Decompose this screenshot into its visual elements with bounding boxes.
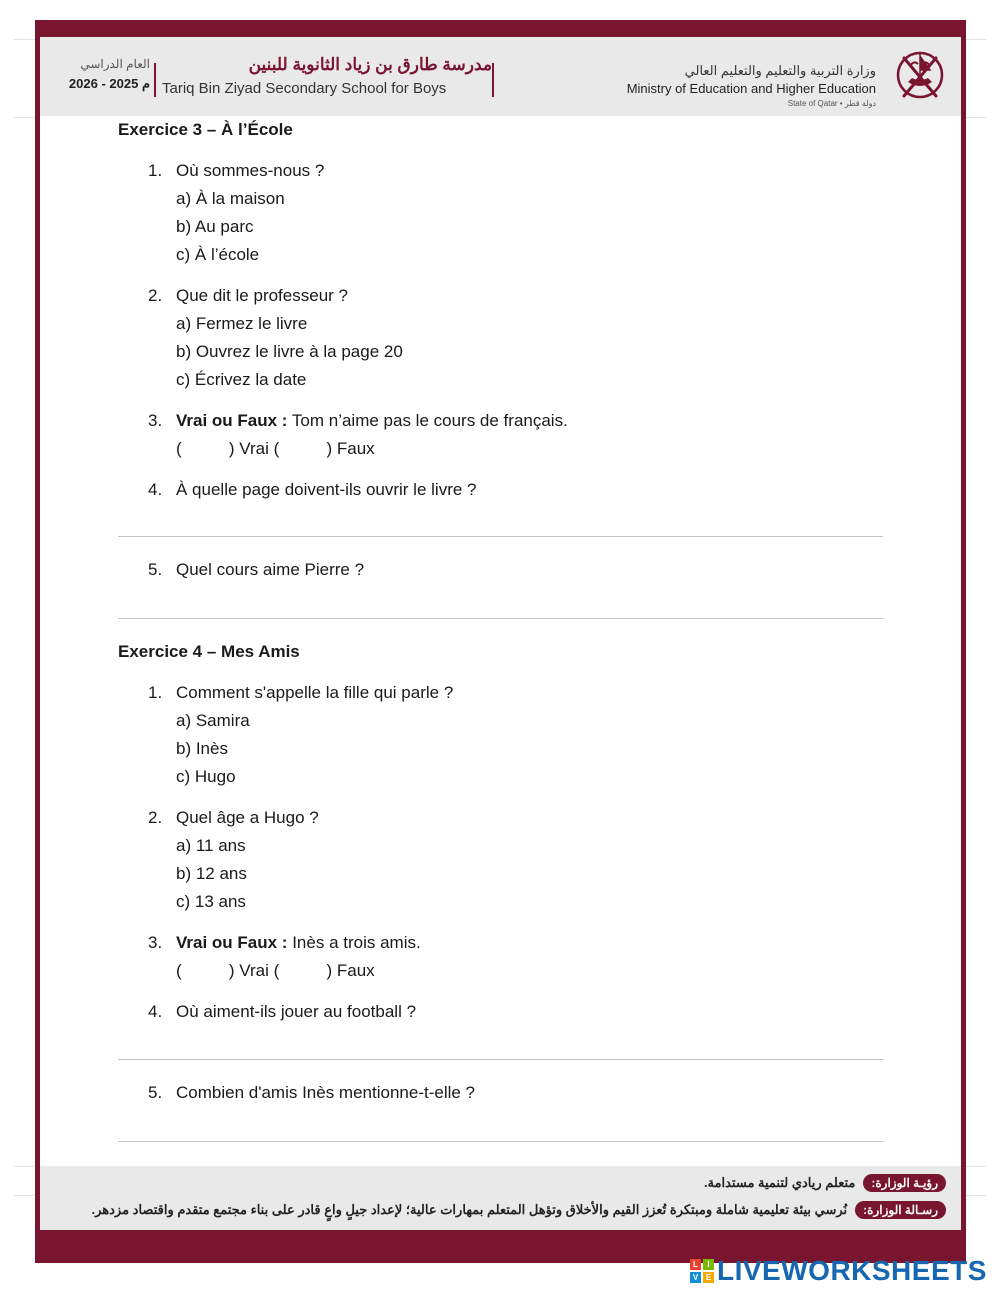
ministry-name-arabic: وزارة التربية والتعليم والتعليم العالي xyxy=(684,63,876,78)
option-b[interactable]: b) Au parc xyxy=(176,217,254,236)
school-name-arabic: مدرسة طارق بن زياد الثانوية للبنين xyxy=(248,55,492,74)
question-number: 4. xyxy=(148,1002,163,1021)
page-border-right xyxy=(961,20,966,1263)
mission-text: نُرسي بيئة تعليمية شاملة ومبتكرة تُعزز القيم والأخلاق وتؤهل المتعلم بمهارات عالية؛ لإعداد جيلٍ واعٍ قادر على بناء مجتمع متقدم واقتصاد مزدهر. xyxy=(91,1202,848,1217)
exercise-4-question-2 xyxy=(148,804,883,916)
true-false-label: Vrai ou Faux : xyxy=(176,933,288,952)
liveworksheets-watermark xyxy=(690,1256,987,1286)
exercise-4-title: Exercice 4 – Mes Amis xyxy=(118,642,300,661)
question-number: 3. xyxy=(148,933,163,952)
true-false-choices[interactable]: ( ) Vrai ( ) Faux xyxy=(176,439,375,458)
question-text: Quel âge a Hugo ? xyxy=(176,808,319,827)
exercise-4-question-5 xyxy=(148,1079,883,1107)
question-number: 1. xyxy=(148,683,163,702)
worksheet-content xyxy=(118,120,883,1142)
mission-row xyxy=(92,1201,947,1219)
answer-line[interactable] xyxy=(118,536,883,537)
exercise-4-question-3 xyxy=(148,929,883,985)
vision-label: رؤيـة الوزارة: xyxy=(863,1174,946,1192)
header-top-band xyxy=(35,20,966,37)
logo-letter-i: I xyxy=(703,1259,714,1270)
question-number: 5. xyxy=(148,1083,163,1102)
question-text: Inès a trois amis. xyxy=(287,933,421,952)
question-number: 2. xyxy=(148,808,163,827)
state-of-qatar-label: State of Qatar • دولة قطر xyxy=(787,99,876,108)
answer-line[interactable] xyxy=(118,1141,883,1142)
option-c[interactable]: c) À l’école xyxy=(176,245,260,264)
question-text: Où sommes-nous ? xyxy=(176,161,325,180)
exercise-3-question-2 xyxy=(148,282,883,394)
option-c[interactable]: c) 13 ans xyxy=(176,892,246,911)
option-b[interactable]: b) Inès xyxy=(176,739,228,758)
answer-line[interactable] xyxy=(118,618,883,619)
question-text: Où aiment-ils jouer au football ? xyxy=(176,1002,417,1021)
academic-year-label: العام الدراسي xyxy=(80,57,150,71)
option-c[interactable]: c) Écrivez la date xyxy=(176,370,307,389)
page-border-left xyxy=(35,20,40,1263)
question-text: Que dit le professeur ? xyxy=(176,286,348,305)
exercise-4-question-4 xyxy=(148,998,883,1026)
question-text: À quelle page doivent-ils ouvrir le livre ? xyxy=(176,480,477,499)
mission-label: رسـالة الوزارة: xyxy=(855,1201,946,1219)
answer-line[interactable] xyxy=(118,1059,883,1060)
header-separator-left xyxy=(154,63,156,97)
question-text: Comment s'appelle la fille qui parle ? xyxy=(176,683,454,702)
option-a[interactable]: a) Samira xyxy=(176,711,250,730)
qatar-emblem-icon xyxy=(890,44,950,110)
question-text: Quel cours aime Pierre ? xyxy=(176,560,365,579)
logo-letter-v: V xyxy=(690,1272,701,1283)
exercise-3-question-1 xyxy=(148,157,883,269)
option-a[interactable]: a) À la maison xyxy=(176,189,285,208)
question-number: 2. xyxy=(148,286,163,305)
logo-letter-e: E xyxy=(703,1272,714,1283)
question-number: 3. xyxy=(148,411,163,430)
question-text: Combien d'amis Inès mentionne-t-elle ? xyxy=(176,1083,476,1102)
exercise-4-question-1 xyxy=(148,679,883,791)
school-name xyxy=(162,55,492,97)
option-b[interactable]: b) Ouvrez le livre à la page 20 xyxy=(176,342,403,361)
academic-year-value: 2026 - 2025 م xyxy=(68,76,150,91)
liveworksheets-logo-icon xyxy=(690,1259,714,1283)
exercise-3-question-4 xyxy=(148,476,883,504)
letterhead xyxy=(40,37,961,116)
academic-year xyxy=(58,57,150,92)
liveworksheets-wordmark: LIVEWORKSHEETS xyxy=(717,1255,987,1286)
option-c[interactable]: c) Hugo xyxy=(176,767,236,786)
ministry-name xyxy=(600,63,876,108)
exercise-3-title: Exercice 3 – À l’École xyxy=(118,120,293,139)
option-b[interactable]: b) 12 ans xyxy=(176,864,247,883)
question-number: 1. xyxy=(148,161,163,180)
header-separator-right xyxy=(492,63,494,97)
question-number: 4. xyxy=(148,480,163,499)
option-a[interactable]: a) Fermez le livre xyxy=(176,314,308,333)
exercise-3-question-3 xyxy=(148,407,883,463)
question-number: 5. xyxy=(148,560,163,579)
question-text: Tom n’aime pas le cours de français. xyxy=(287,411,568,430)
logo-letter-l: L xyxy=(690,1259,701,1270)
ministry-footer xyxy=(40,1166,961,1230)
vision-row xyxy=(704,1174,946,1192)
option-a[interactable]: a) 11 ans xyxy=(176,836,246,855)
true-false-choices[interactable]: ( ) Vrai ( ) Faux xyxy=(176,961,375,980)
exercise-3-question-5 xyxy=(148,556,883,584)
school-name-english: Tariq Bin Ziyad Secondary School for Boys xyxy=(162,80,447,97)
vision-text: متعلم ريادي لتنمية مستدامة. xyxy=(703,1175,856,1190)
ministry-name-english: Ministry of Education and Higher Education xyxy=(626,81,876,96)
true-false-label: Vrai ou Faux : xyxy=(176,411,288,430)
